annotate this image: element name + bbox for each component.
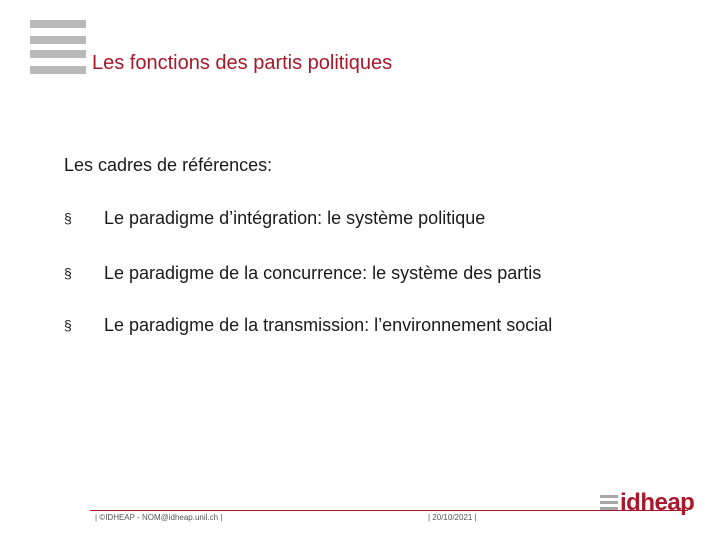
footer-date: | 20/10/2021 |	[428, 513, 477, 522]
bullet-marker: §	[64, 210, 72, 226]
bullet-text: Le paradigme de la concurrence: le système des partis	[104, 263, 542, 283]
brand-wordmark: idheap	[620, 489, 695, 516]
footer-divider	[90, 510, 688, 511]
bullet-marker: §	[64, 317, 72, 333]
bullet-marker: §	[64, 265, 72, 281]
slide-title: Les fonctions des partis politiques	[92, 52, 393, 74]
bullet-text: Le paradigme d’intégration: le système politique	[104, 208, 486, 228]
slide-subtitle: Les cadres de références:	[64, 155, 273, 175]
footer-copyright: | ©IDHEAP - NOM@idheap.unil.ch |	[95, 513, 223, 522]
bullet-text: Le paradigme de la transmission: l’environnement social	[104, 315, 553, 335]
idheap-logo	[600, 489, 700, 521]
